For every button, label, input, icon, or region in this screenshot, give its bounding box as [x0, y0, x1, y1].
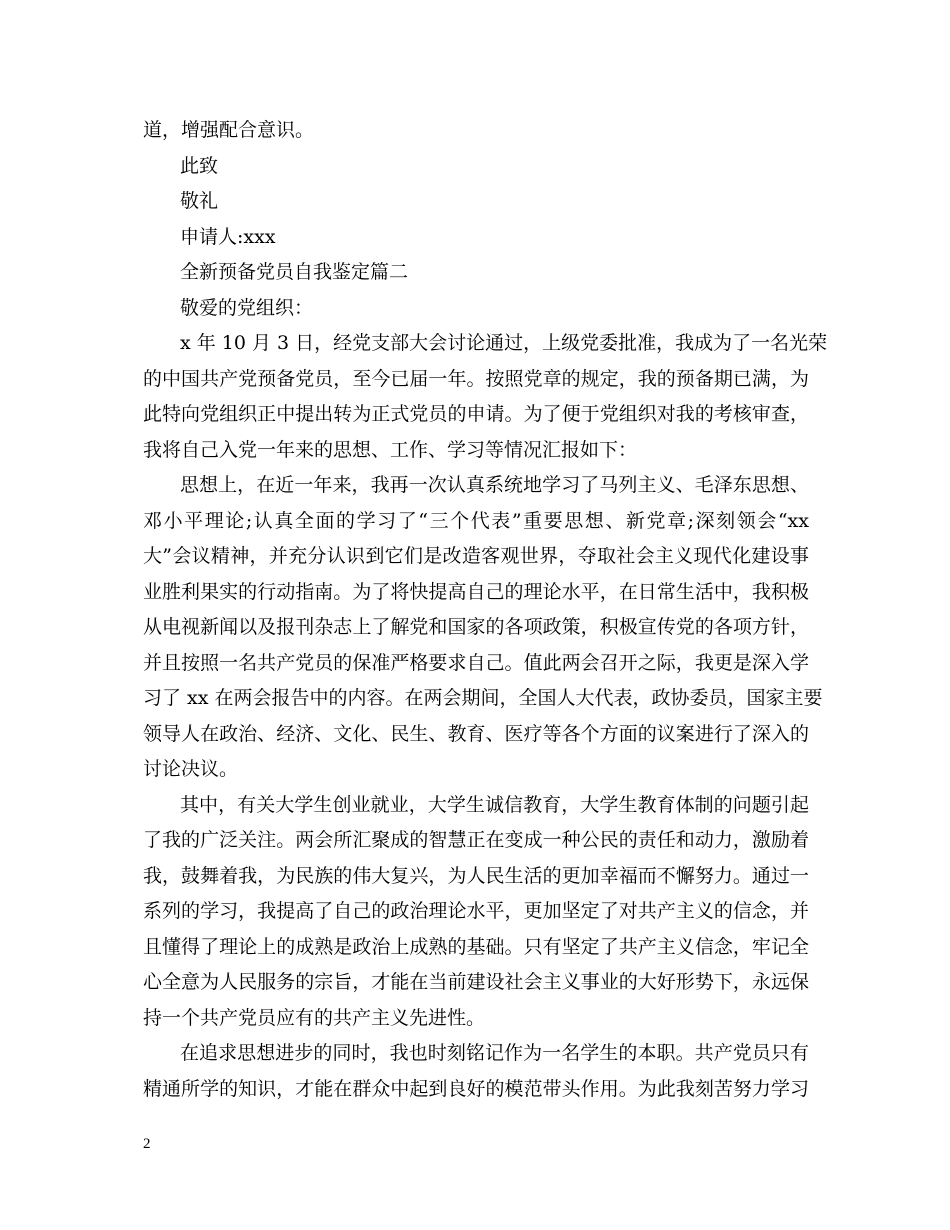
text-line: 邓小平理论;认真全面的学习了“三个代表”重要思想、新党章;深刻领会“xx	[143, 509, 809, 532]
text-line: 从电视新闻以及报刊杂志上了解党和国家的各项政策，积极宣传党的各项方针，	[143, 616, 809, 638]
text-line: 的中国共产党预备党员，至今已届一年。按照党章的规定，我的预备期已满，为	[143, 367, 809, 390]
text-line: 大”会议精神，并充分认识到它们是改造客观世界，夺取社会主义现代化建设事	[143, 545, 809, 567]
closing-salutation: 此致	[180, 154, 219, 177]
text-line: 并且按照一名共产党员的保准严格要求自己。值此两会召开之际，我更是深入学	[143, 651, 809, 674]
text-line: 习了 xx 在两会报告中的内容。在两会期间，全国人大代表，政协委员，国家主要	[143, 687, 823, 709]
closing-regards: 敬礼	[180, 190, 219, 212]
text-line: 我将自己入党一年来的思想、工作、学习等情况汇报如下：	[143, 438, 638, 461]
text-line: 系列的学习，我提高了自己的政治理论水平，更加坚定了对共产主义的信念，并	[143, 900, 809, 922]
page-number: 2	[143, 1136, 151, 1152]
text-line: 其中，有关大学生创业就业，大学生诚信教育，大学生教育体制的问题引起	[180, 793, 809, 816]
text-line: 持一个共产党员应有的共产主义先进性。	[143, 1006, 486, 1029]
text-line: 心全意为人民服务的宗旨，才能在当前建设社会主义事业的大好形势下，永远保	[143, 971, 809, 993]
text-line: 思想上，在近一年来，我再一次认真系统地学习了马列主义、毛泽东思想、	[180, 474, 809, 496]
text-line: 且懂得了理论上的成熟是政治上成熟的基础。只有坚定了共产主义信念，牢记全	[143, 935, 809, 958]
text-line: 我，鼓舞着我，为民族的伟大复兴，为人民生活的更加幸福而不懈努力。通过一	[143, 864, 809, 887]
text-line: x 年 10 月 3 日，经党支部大会讨论通过，上级党委批准，我成为了一名光荣	[180, 332, 828, 354]
text-line: 业胜利果实的行动指南。为了将快提高自己的理论水平，在日常生活中，我积极	[143, 580, 809, 603]
text-line: 了我的广泛关注。两会所汇聚成的智慧正在变成一种公民的责任和动力，激励着	[143, 829, 809, 851]
text-line: 道，增强配合意识。	[143, 119, 315, 141]
text-line: 精通所学的知识，才能在群众中起到良好的模范带头作用。为此我刻苦努力学习	[143, 1077, 809, 1100]
greeting: 敬爱的党组织：	[180, 296, 314, 319]
section-title: 全新预备党员自我鉴定篇二	[180, 261, 409, 283]
text-line: 在追求思想进步的同时，我也时刻铭记作为一名学生的本职。共产党员只有	[180, 1042, 809, 1064]
text-line: 领导人在政治、经济、文化、民生、教育、医疗等各个方面的议案进行了深入的	[143, 722, 809, 745]
text-line: 此特向党组织正中提出转为正式党员的申请。为了便于党组织对我的考核审查，	[143, 403, 809, 425]
document-body	[143, 113, 828, 1107]
applicant-signature: 申请人:xxx	[180, 225, 276, 248]
text-line: 讨论决议。	[143, 758, 239, 780]
